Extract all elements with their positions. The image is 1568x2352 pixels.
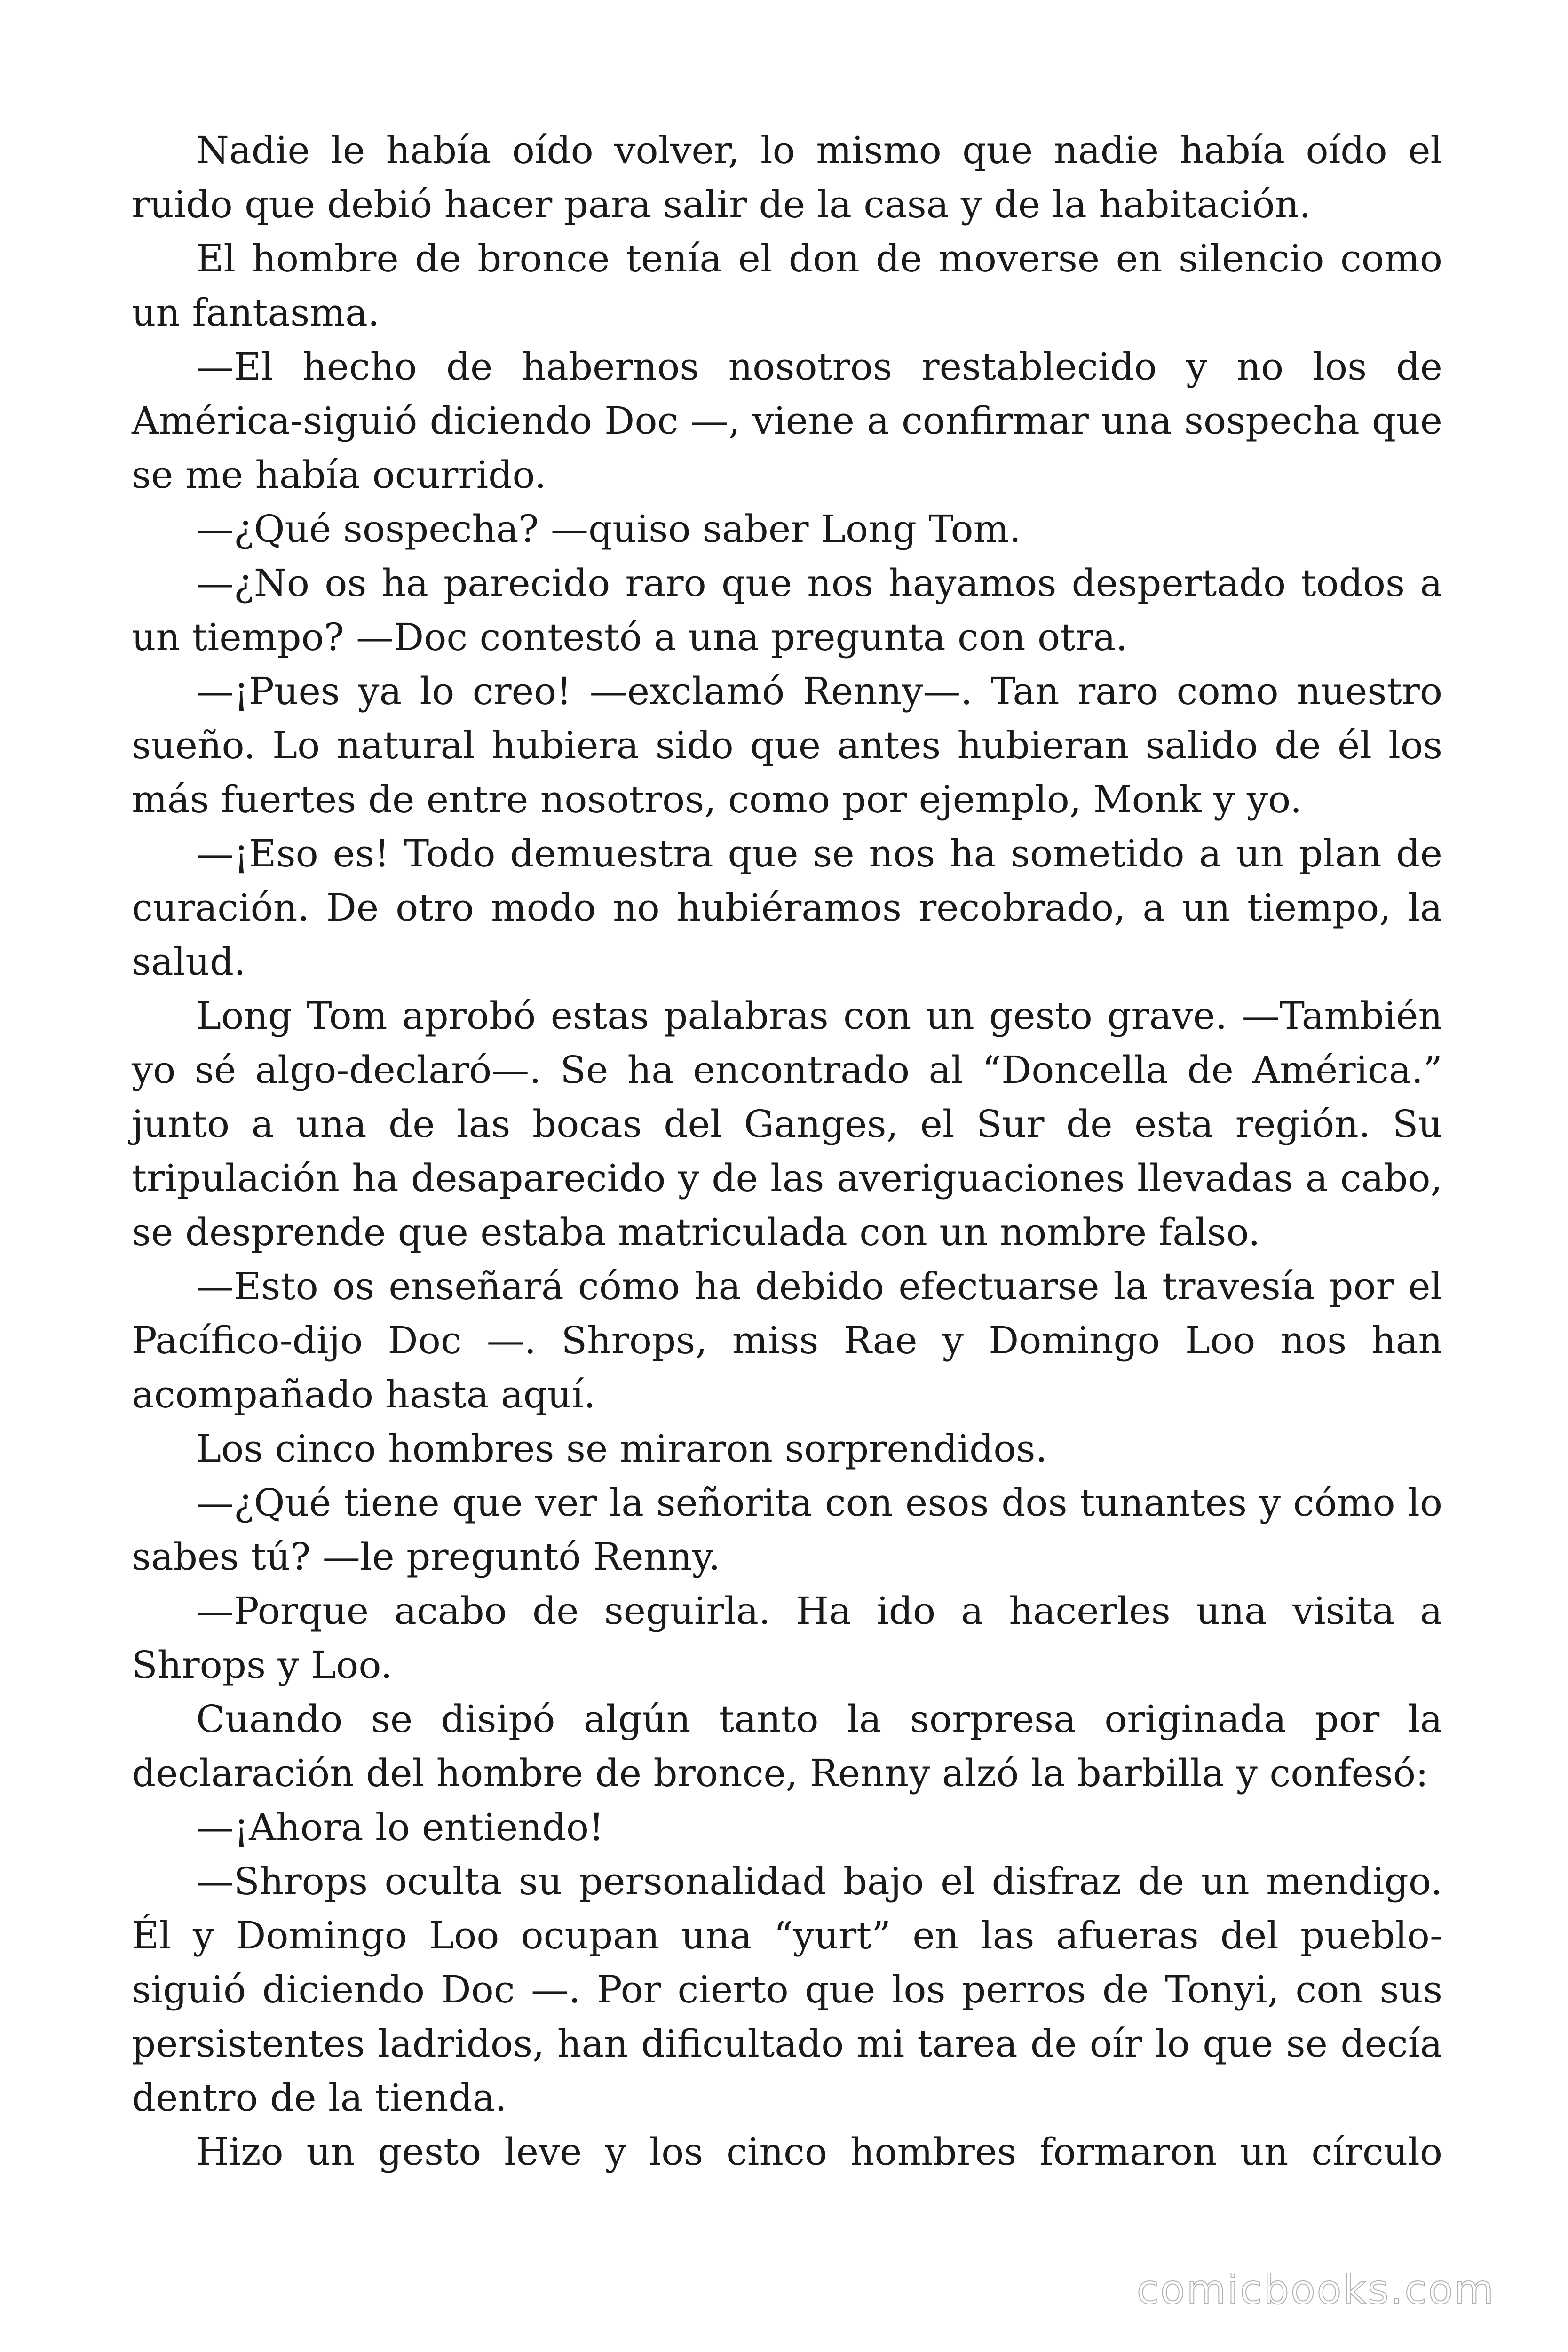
paragraph: —¿Qué sospecha? —quiso saber Long Tom. xyxy=(196,507,1021,551)
paragraph: —¡Pues ya lo creo! —exclamó Renny—. Tan raro como nuestro sueño. Lo natural hubiera sido que antes hubieran salido de él los más fuertes de entre nosotros, como por ejemplo, Monk y yo. xyxy=(132,669,1442,821)
paragraph: —Porque acabo de seguirla. Ha ido a hacerles una visita a Shrops y Loo. xyxy=(132,1589,1442,1687)
paragraph: —¿Qué tiene que ver la señorita con esos dos tunantes y cómo lo sabes tú? —le preguntó Renny. xyxy=(132,1481,1442,1579)
paragraph: —¡Eso es! Todo demuestra que se nos ha sometido a un plan de curación. De otro modo no hubiéramos recobrado, a un tiempo, la salud. xyxy=(132,832,1442,984)
paragraph: —¡Ahora lo entiendo! xyxy=(196,1805,604,1849)
paragraph: —Shrops oculta su personalidad bajo el disfraz de un mendigo. Él y Domingo Loo ocupan una “yurt” en las afueras del pueblo-siguió diciendo Doc —. Por cierto que los perros de Tonyi, con sus persistentes ladridos, han dificultado mi tarea de oír lo que se decía dentro de la tienda. xyxy=(132,1859,1442,2120)
paragraph: El hombre de bronce tenía el don de moverse en silencio como un fantasma. xyxy=(132,237,1442,334)
paragraph: Long Tom aprobó estas palabras con un gesto grave. —También yo sé algo-declaró—. Se ha encontrado al “Doncella de América.” junto a una de las bocas del Ganges, el Sur de esta región. Su tripulación ha desaparecido y de las averiguaciones llevadas a cabo, se desprende que estaba matriculada con un nombre falso. xyxy=(132,994,1442,1254)
page-body xyxy=(132,123,1442,2179)
paragraph: —¿No os ha parecido raro que nos hayamos despertado todos a un tiempo? —Doc contestó a una pregunta con otra. xyxy=(132,561,1442,659)
paragraph: Cuando se disipó algún tanto la sorpresa originada por la declaración del hombre de bronce, Renny alzó la barbilla y confesó: xyxy=(132,1697,1442,1795)
paragraph-continued: Hizo un gesto leve y los cinco hombres formaron un círculo xyxy=(196,2130,1442,2174)
paragraph: —Esto os enseñará cómo ha debido efectuarse la travesía por el Pacífico-dijo Doc —. Shrops, miss Rae y Domingo Loo nos han acompañado hasta aquí. xyxy=(132,1264,1442,1416)
paragraph: Los cinco hombres se miraron sorprendidos. xyxy=(196,1427,1047,1470)
paragraph: —El hecho de habernos nosotros restablecido y no los de América-siguió diciendo Doc —, viene a confirmar una sospecha que se me había ocurrido. xyxy=(132,345,1442,497)
watermark: comicbooks.com xyxy=(1136,2266,1495,2313)
paragraph: Nadie le había oído volver, lo mismo que nadie había oído el ruido que debió hacer para salir de la casa y de la habitación. xyxy=(132,128,1442,226)
